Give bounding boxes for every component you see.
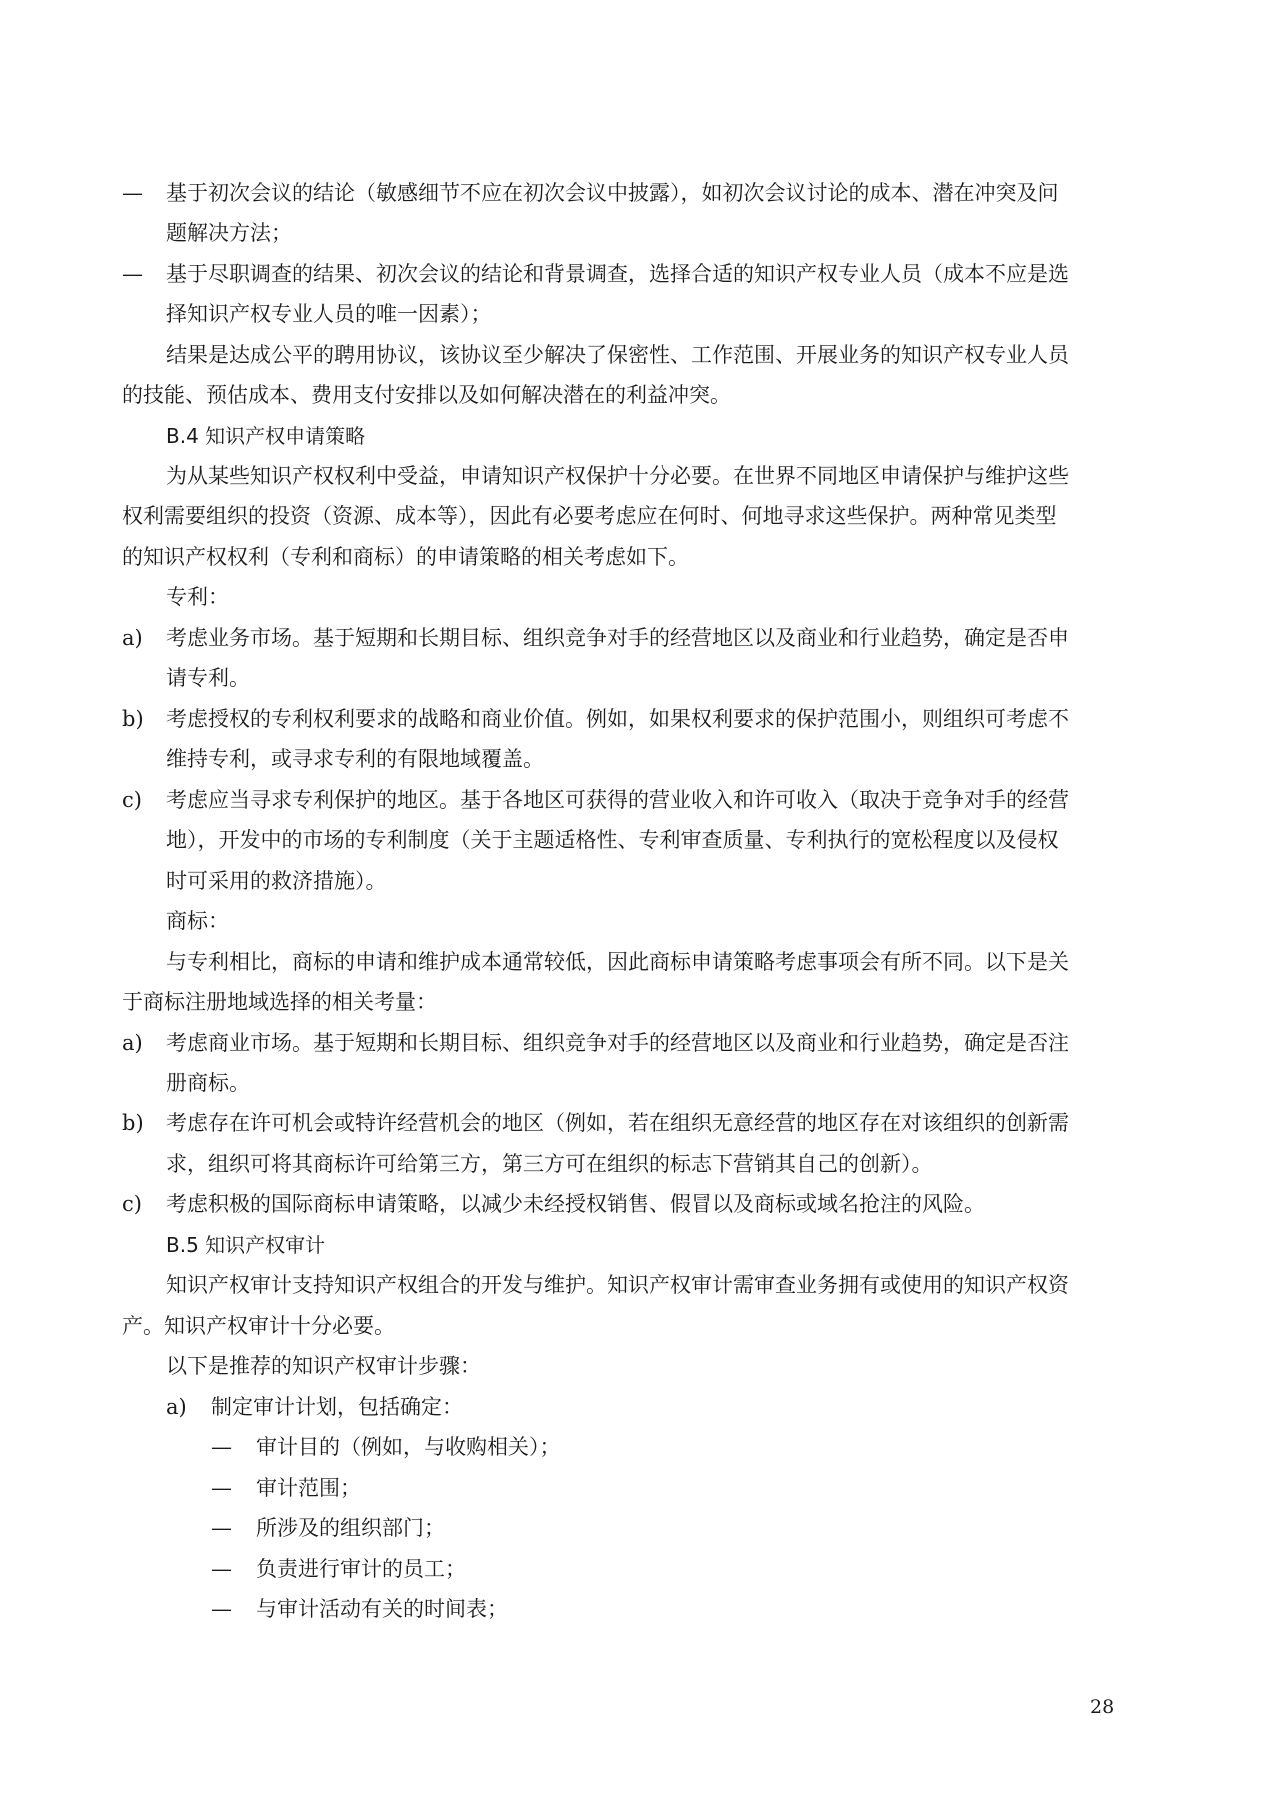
list-item-line: 考虑存在许可机会或特许经营机会的地区（例如，若在组织无意经营的地区存在对该组织的创新需 [166,1111,1069,1135]
page-number: 28 [1090,1696,1115,1718]
sub-item-text: 审计范围； [256,1476,361,1500]
bullet-dash: — [211,1597,232,1621]
list-marker: a) [122,1031,143,1055]
paragraph-line: 权利需要组织的投资（资源、成本等），因此有必要考虑应在何时、何地寻求这些保护。两种常见类型 [122,504,1057,528]
section-heading-b5: B.5 知识产权审计 [166,1233,326,1257]
text-line: 基于尽职调查的结果、初次会议的结论和背景调查，选择合适的知识产权专业人员（成本不应是选 [166,262,1069,286]
list-item-line: 考虑业务市场。基于短期和长期目标、组织竞争对手的经营地区以及商业和行业趋势，确定是否申 [166,626,1069,650]
bullet-dash: — [211,1516,232,1540]
bullet-dash: — [211,1476,232,1500]
step-a-text: 制定审计计划，包括确定： [211,1395,463,1419]
text-line: 择知识产权专业人员的唯一因素）； [166,302,492,326]
sub-item-text: 所涉及的组织部门； [256,1516,445,1540]
paragraph-line: 与专利相比，商标的申请和维护成本通常较低，因此商标申请策略考虑事项会有所不同。以下是关 [166,950,1069,974]
trademark-label: 商标： [166,909,229,933]
list-item-line: 请专利。 [166,666,250,690]
bullet-dash: — [211,1557,232,1581]
text-line: 基于初次会议的结论（敏感细节不应在初次会议中披露），如初次会议讨论的成本、潜在冲突及问 [166,181,1059,205]
paragraph-line: 产。知识产权审计十分必要。 [122,1314,395,1338]
list-marker: b) [122,707,144,731]
list-item-line: 考虑授权的专利权利要求的战略和商业价值。例如，如果权利要求的保护范围小，则组织可考虑不 [166,707,1069,731]
paragraph-line: 的知识产权权利（专利和商标）的申请策略的相关考虑如下。 [122,545,689,569]
steps-intro: 以下是推荐的知识产权审计步骤： [166,1354,481,1378]
list-marker: a) [122,626,143,650]
bullet-dash: — [211,1435,232,1459]
list-item-line: 维持专利，或寻求专利的有限地域覆盖。 [166,747,544,771]
list-item-line: 时可采用的救济措施）。 [166,869,387,893]
list-item-line: 考虑商业市场。基于短期和长期目标、组织竞争对手的经营地区以及商业和行业趋势，确定是否注 [166,1031,1069,1055]
list-marker: a) [166,1395,187,1419]
paragraph-line: 结果是达成公平的聘用协议，该协议至少解决了保密性、工作范围、开展业务的知识产权专业人员 [166,343,1069,367]
list-item-line: 册商标。 [166,1071,250,1095]
paragraph-line: 知识产权审计支持知识产权组合的开发与维护。知识产权审计需审查业务拥有或使用的知识产权资 [166,1273,1069,1297]
list-item-line: 考虑积极的国际商标申请策略，以减少未经授权销售、假冒以及商标或域名抢注的风险。 [166,1192,985,1216]
sub-item-text: 负责进行审计的员工； [256,1557,466,1581]
list-marker: c) [122,788,142,812]
patent-label: 专利： [166,585,229,609]
section-heading-b4: B.4 知识产权申请策略 [166,424,366,448]
bullet-dash: — [122,181,143,205]
paragraph-line: 于商标注册地域选择的相关考量： [122,990,437,1014]
list-item-line: 地），开发中的市场的专利制度（关于主题适格性、专利审查质量、专利执行的宽松程度以及侵权 [166,828,1059,852]
text-line: 题解决方法； [166,221,292,245]
list-marker: b) [122,1111,144,1135]
list-item-line: 考虑应当寻求专利保护的地区。基于各地区可获得的营业收入和许可收入（取决于竞争对手的经营 [166,788,1069,812]
list-item-line: 求，组织可将其商标许可给第三方，第三方可在组织的标志下营销其自己的创新）。 [166,1152,933,1176]
sub-item-text: 与审计活动有关的时间表； [256,1597,508,1621]
bullet-dash: — [122,262,143,286]
sub-item-text: 审计目的（例如，与收购相关）； [256,1435,561,1459]
list-marker: c) [122,1192,142,1216]
paragraph-line: 为从某些知识产权权利中受益，申请知识产权保护十分必要。在世界不同地区申请保护与维护这些 [166,464,1069,488]
paragraph-line: 的技能、预估成本、费用支付安排以及如何解决潜在的利益冲突。 [122,383,731,407]
